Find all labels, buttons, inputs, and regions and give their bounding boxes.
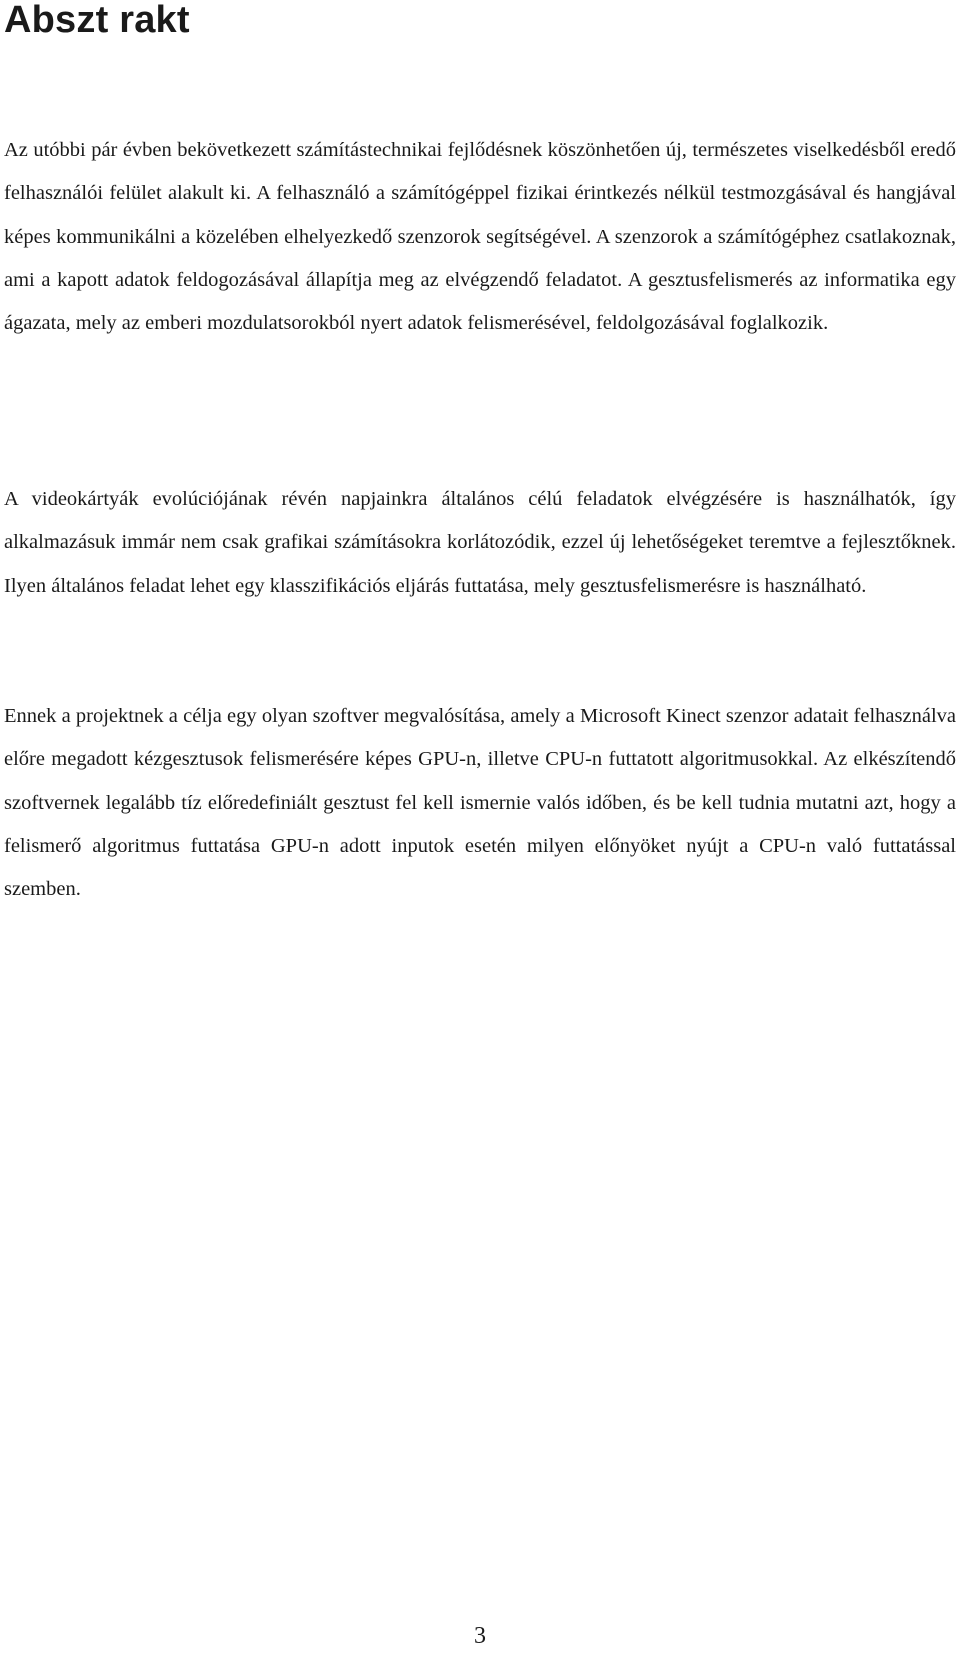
paragraph-3: Ennek a projektnek a célja egy olyan szoftver megvalósítása, amely a Microsoft Kinect szenzor adatait felhasználva előre megadott kézgesztusok felismerésére képes GPU-n, illetve CPU-n futtatott algoritmusokkal. Az elkészítendő szoftvernek legalább tíz előredefiniált gesztust fel kell ismernie valós időben, és be kell tudnia mutatni azt, hogy a felismerő algoritmus futtatása GPU-n adott inputok esetén milyen előnyöket nyújt a CPU-n való futtatással szemben. xyxy=(4,705,956,901)
page-number: 3 xyxy=(474,1623,486,1649)
paragraph-1: Az utóbbi pár évben bekövetkezett számítástechnikai fejlődésnek köszönhetően új, természetes viselkedésből eredő felhasználói felület alakult ki. A felhasználó a számítógéppel fizikai érintkezés nélkül testmozgásával és hangjával képes kommunikálni a közelében elhelyezkedő szenzorok segítségével. A szenzorok a számítógéphez csatlakoznak, ami a kapott adatok feldogozásával állapítja meg az elvégzendő feladatot. A gesztusfelismerés az informatika egy ágazata, mely az emberi mozdulatsorokból nyert adatok felismerésével, feldolgozásával foglalkozik. xyxy=(4,139,956,335)
paragraph-2: A videokártyák evolúciójának révén napjainkra általános célú feladatok elvégzésére is használhatók, így alkalmazásuk immár nem csak grafikai számításokra korlátozódik, ezzel új lehetőségeket teremtve a fejlesztőknek. Ilyen általános feladat lehet egy klasszifikációs eljárás futtatása, mely gesztusfelismerésre is használható. xyxy=(4,488,956,597)
page-title: Abszt rakt xyxy=(4,0,190,41)
